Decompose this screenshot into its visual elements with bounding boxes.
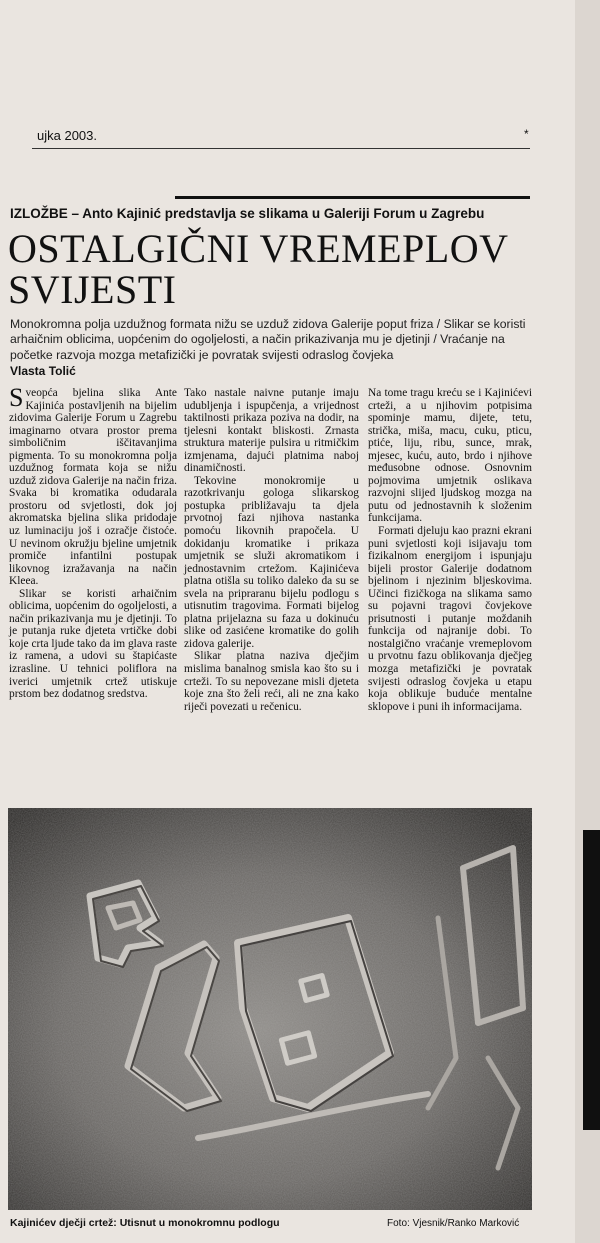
col1-paragraph-1: veopća bjelina slika Ante Kajinića postavljenih na bijelim zidovima Galerije Forum u Zagrebu imaginarno otvara prostor prema simboličnim iščitavanjima pigmenta. To su monokromna polja uzdužnog formata koja se nižu uzduž zidova Galerije na način friza. Svaka bi kromatika odudarala prostoru od svjetlosti, dok joj akromatska bjelina slika pridodaje uz luminaciju još i ozračje čistoće. U nevinom okružju bjeline umjetnik promiče infantilni postupak likovnog izražavanja na način Kleea.: [9, 387, 177, 588]
article-column-3: [368, 387, 532, 713]
headline-line-2: SVIJESTI: [8, 267, 177, 312]
artwork-photo: [8, 808, 532, 1210]
headline: [8, 228, 509, 310]
header-rule: [32, 148, 530, 149]
kicker-rule: [175, 196, 530, 199]
col2-paragraph-3: Slikar platna naziva dječjim mislima banalnog smisla kao što su i crteži. To su nepovezane misli djeteta koje zna što želi reći, ali ne zna kako riječi povezati u rečenicu.: [184, 650, 359, 713]
scan-shadow: [583, 830, 600, 1130]
headline-line-1: OSTALGIČNI VREMEPLOV: [8, 226, 509, 271]
article-column-2: [184, 387, 359, 713]
col3-paragraph-2: Formati djeluju kao prazni ekrani puni svjetlosti koji isijavaju tom fizikalnom energijom i ispunjaju bijeli prostor Galerije dodatnom bjelinom i njezinim bljeskovima. Učinci fizičkoga na slikama samo su pojavni tragovi čovjekove prisutnosti i putanje moždanih funkcija od najranije dobi. To nostalgično vraćanje vremeplovom u prvotnu fazu oblikovanja dječjeg mozga metafizički je povratak svijesti odraslog čovjeka u etapu koja oblikuje buduće mentalne sklopove i puni ih informacijama.: [368, 525, 532, 713]
photo-caption: Kajinićev dječji crtež: Utisnut u monokromnu podlogu: [10, 1217, 280, 1229]
drop-cap: S: [9, 383, 24, 412]
col2-paragraph-1: Tako nastale naivne putanje imaju udubljenja i ispupčenja, a vrijednost taktilnosti prikaza poziva na dodir, na tjelesni kontakt bliskosti. Zrnasta struktura materije pulsira u ritmičkim izmjenama, dajući platnima naboj dinamičnosti.: [184, 387, 359, 475]
col2-paragraph-2: Tekovine monokromije u razotkrivanju gologa slikarskog postupka približavaju ta djela prvotnoj fazi njihova nastanka pomoću likovnih prapočela. U dokidanju kromatike i prikaza umjetnik se služi akromatikom i jednostavnim crtežom. Kajinićeva platna otišla su toliko daleko da su se svela na pripraranu bijelu podlogu s utisnutim tragovima. Formati bijelog platna prijelazna su faza u dokinuću slike od zasićene kromatike do golih zidova galerije.: [184, 474, 359, 650]
author-byline: Vlasta Tolić: [10, 364, 76, 378]
lead-paragraph: Monokromna polja uzdužnog formata nižu se uzduž zidova Galerije poput friza / Slikar se koristi arhaičnim oblicima, uopćenim do ogoljelosti, a način prikazivanja mu je djetinji / Vraćanje na početke razvoja mozga metafizički je povratak svijesti odraslog čovjeka: [10, 317, 526, 362]
issue-date: ujka 2003.: [37, 128, 97, 143]
kicker-line: IZLOŽBE – Anto Kajinić predstavlja se slikama u Galeriji Forum u Zagrebu: [10, 206, 485, 221]
embossed-drawing-image: [8, 808, 532, 1210]
article-column-1: [9, 383, 177, 701]
col1-paragraph-2: Slikar se koristi arhaičnim oblicima, uopćenim do ogoljelosti, a način prikazivanja mu je djetinji. To je putanja ruke djeteta vrtičke dobi koje crta ljude tako da im glava raste iz ramena, a udovi su štapićaste izrasline. U tehnici poliflora na iverici umjetnik crtež utiskuje prstom bez dodatnog sredstva.: [9, 587, 177, 701]
header-star: *: [524, 127, 529, 141]
photo-credit: Foto: Vjesnik/Ranko Marković: [387, 1218, 520, 1229]
col3-paragraph-1: Na tome tragu kreću se i Kajinićevi crteži, a u njihovim potpisima spominje mamu, dijete, tetu, strička, miša, macu, cuku, pticu, ptiće, liju, ribu, sunce, mrak, mjesec, kuću, auto, brdo i njihove međusobne odnose. Osnovnim pojmovima umjetnik oslikava razvojni slijed ljudskog mozga na putu od jednostavnih k složenim funkcijama.: [368, 387, 532, 525]
